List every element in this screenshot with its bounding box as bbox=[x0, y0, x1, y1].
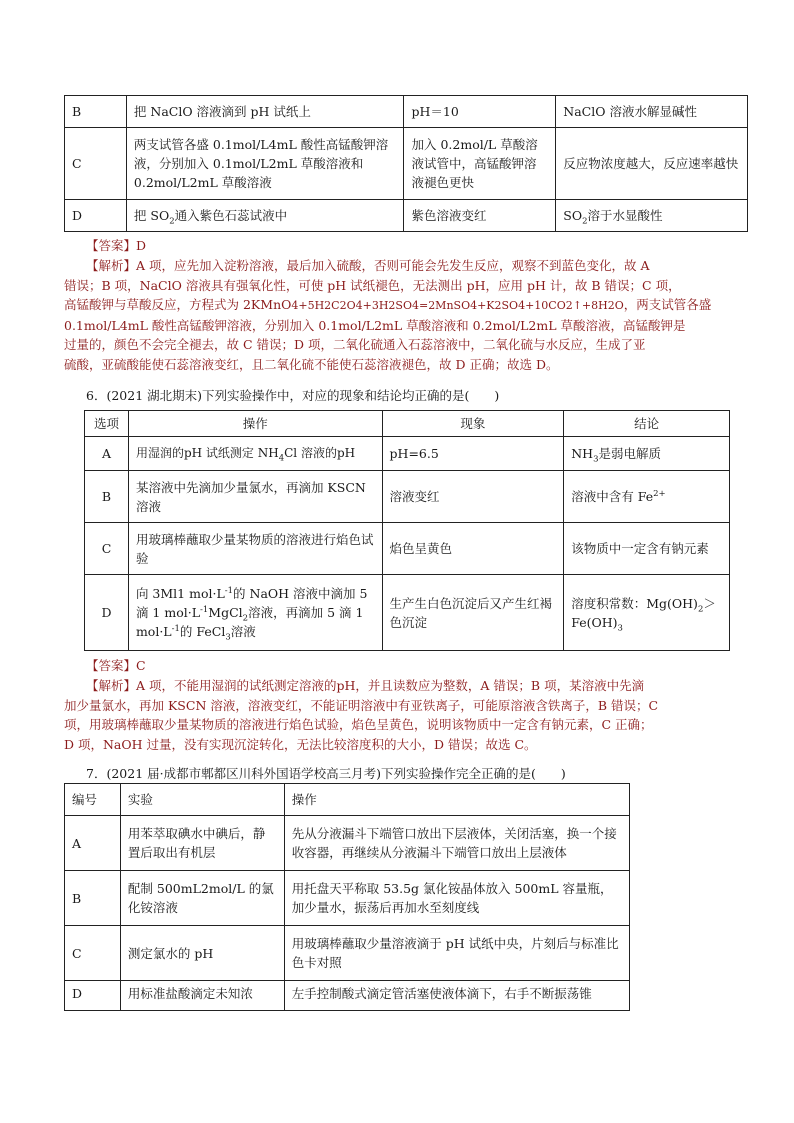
header-experiment: 实验 bbox=[120, 784, 284, 816]
cell-operation: 把 $SO_2$通入紫色石蕊试液中 bbox=[126, 200, 404, 232]
question-6: 6．(2021 湖北期末)下列实验操作中，对应的现象和结论均正确的是( ) bbox=[86, 388, 500, 403]
header-option: 选项 bbox=[85, 411, 129, 437]
header-number: 编号 bbox=[65, 784, 121, 816]
cell-phenomenon: 加入 0.2mol/L 草酸溶液试管中，高锰酸钾溶液褪色更快 bbox=[404, 128, 556, 200]
table-row bbox=[65, 96, 748, 128]
table-row: C 测定氯水的 pH 用玻璃棒蘸取少量溶液滴于 pH 试纸中央，片刻后与标准比色卡对照 bbox=[65, 926, 630, 981]
cell-operation: 两支试管各盛 0.1mol/L4mL 酸性高锰酸钾溶液，分别加入 0.1mol/L2mL 草酸溶液和 0.2mol/L2mL 草酸溶液 bbox=[126, 128, 404, 200]
table-row: C 用玻璃棒蘸取少量某物质的溶液进行焰色试验 焰色呈黄色 该物质中一定含有钠元素 bbox=[85, 523, 730, 575]
answer-2: 【答案】C bbox=[86, 658, 146, 673]
table-row: A 用湿润的pH 试纸测定 $NH_4Cl$ 溶液的pH pH=6.5 $NH_3$是弱电解质 bbox=[85, 437, 730, 471]
cell-option: C bbox=[65, 128, 127, 200]
table-row: A 用苯萃取碘水中碘后，静置后取出有机层 先从分液漏斗下端管口放出下层液体，关闭活塞，换一个接收容器，再继续从分液漏斗下端管口放出上层液体 bbox=[65, 816, 630, 871]
header-operation: 操作 bbox=[284, 784, 629, 816]
header-phenomenon: 现象 bbox=[382, 411, 564, 437]
table-header-row bbox=[85, 411, 730, 437]
table-row: D 向 3Ml1 $mol\cdot L^{-1}$的 NaOH 溶液中滴加 5 滴 1 $mol\cdot L^{-1}MgCl_2$溶液，再滴加 5 滴 1 $mol\cdot L^{-1}$的 FeCl$_3$溶液 生产生白色沉淀后又产生红褐色沉淀 溶度积常数：$Mg(OH)_2>Fe(OH)_3$ bbox=[85, 575, 730, 651]
cell-option: B bbox=[65, 96, 127, 128]
table-row bbox=[65, 128, 748, 200]
table-1 bbox=[64, 95, 748, 232]
cell-phenomenon: 紫色溶液变红 bbox=[404, 200, 556, 232]
cell-conclusion: 反应物浓度越大，反应速率越快 bbox=[556, 128, 748, 200]
cell-option: D bbox=[65, 200, 127, 232]
table-row: B 配制 500mL2mol/L 的氯化铵溶液 用托盘天平称取 53.5g 氯化铵晶体放入 500mL 容量瓶，加少量水，振荡后再加水至刻度线 bbox=[65, 871, 630, 926]
table-row bbox=[65, 200, 748, 232]
table-2 bbox=[84, 410, 730, 651]
cell-conclusion: $SO_2$溶于水显酸性 bbox=[556, 200, 748, 232]
header-operation: 操作 bbox=[128, 411, 382, 437]
analysis-2: 【解析】A 项，不能用湿润的试纸测定溶液的pH，并且读数应为整数，A 错误；B 项，某溶液中先滴 加少量氯水，再加 KSCN 溶液，溶液变红，不能证明溶液中有亚铁离子，可能原溶液含铁离子，B 错误；C 项，用玻璃棒蘸取少量某物质的溶液进行焰色试验，焰色呈黄色，说明该物质中一定含有钠元素，C 正确； D 项，NaOH 过量，没有实现沉淀转化，无法比较溶度积的大小，D 错误；故选 C。 bbox=[64, 678, 659, 752]
answer-1: 【答案】D bbox=[86, 238, 147, 253]
cell-operation: 把 NaClO 溶液滴到 pH 试纸上 bbox=[126, 96, 404, 128]
table-3 bbox=[64, 783, 630, 1011]
table-row: D 用标准盐酸滴定未知浓 左手控制酸式滴定管活塞使液体滴下，右手不断振荡锥 bbox=[65, 981, 630, 1011]
cell-conclusion: NaClO 溶液水解显碱性 bbox=[556, 96, 748, 128]
question-7: 7．(2021 届·成都市郫都区川科外国语学校高三月考)下列实验操作完全正确的是( ) bbox=[86, 766, 566, 781]
table-header-row bbox=[65, 784, 630, 816]
cell-phenomenon: pH＝10 bbox=[404, 96, 556, 128]
header-conclusion: 结论 bbox=[564, 411, 730, 437]
table-row: B 某溶液中先滴加少量氯水，再滴加 KSCN 溶液 溶液变红 溶液中含有 $Fe^{2+}$ bbox=[85, 471, 730, 523]
analysis-1: 【解析】A 项，应先加入淀粉溶液，最后加入硫酸，否则可能会先发生反应，观察不到蓝色变化，故 A 错误；B 项，NaClO 溶液具有强氧化性，可使 pH 试纸褪色，无法测出 pH，应用 pH 计，故 B 错误；C 项， 高锰酸钾与草酸反应，方程式为 2KMnO4+5H2C2O4+3H2SO4=2MnSO4+K2SO4+10CO2↑+8H2O，两支试管各盛 0.1mol/L4mL 酸性高锰酸钾溶液，分别加入 0.1mol/L2mL 草酸溶液和 0.2mol/L2mL 草酸溶液，高锰酸钾是 过量的，颜色不会完全褪去，故 C 错误；D 项，二氧化硫通入石蕊溶液中，二氧化硫与水反应，生成了亚 硫酸，亚硫酸能使石蕊溶液变红，且二氧化硫不能使石蕊溶液褪色，故 D 正确；故选 D。 bbox=[64, 258, 712, 372]
